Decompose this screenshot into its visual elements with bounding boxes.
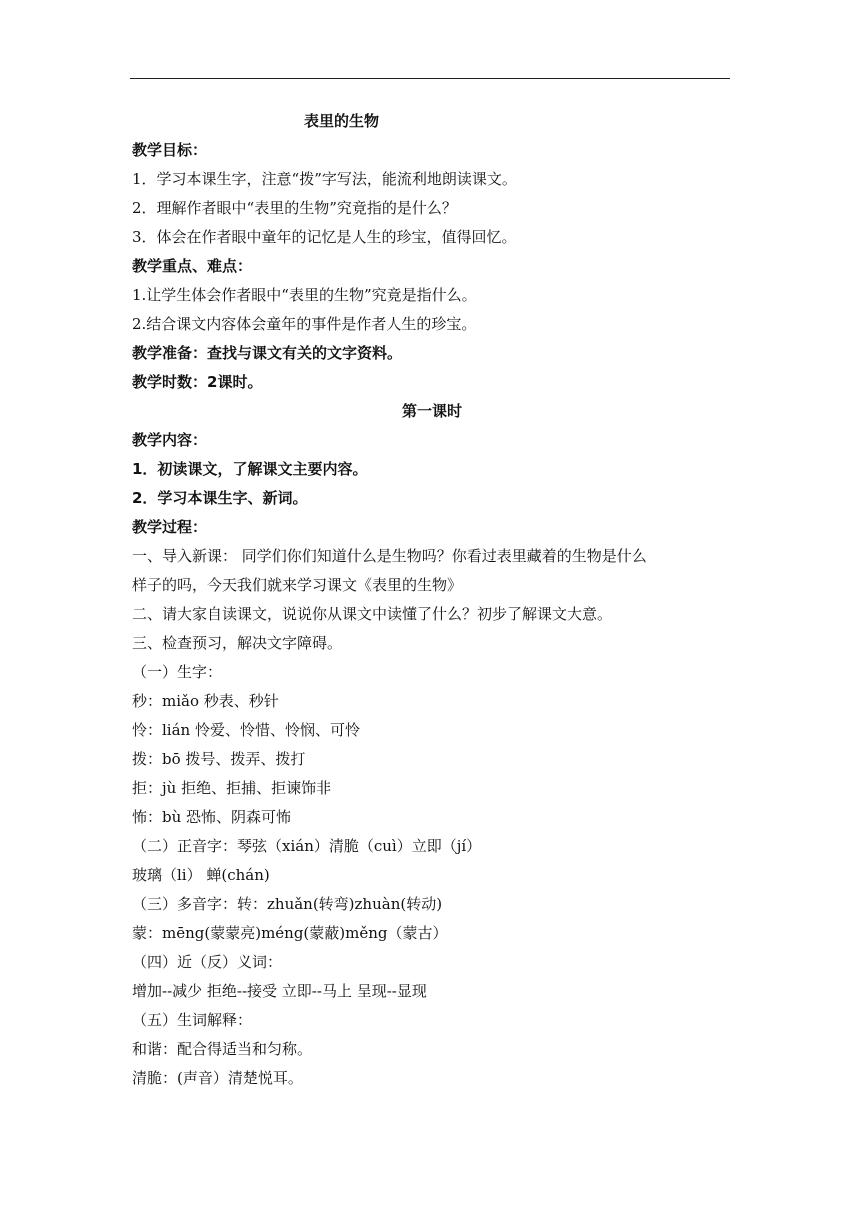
preparation-line: 教学准备：查找与课文有关的文字资料。 <box>132 344 403 362</box>
process-line: 样子的吗，今天我们就来学习课文《表里的生物》 <box>132 576 463 594</box>
goal-item: 2．理解作者眼中“表里的生物”究竟指的是什么？ <box>132 199 457 217</box>
process-line: （四）近（反）义词： <box>132 953 283 971</box>
content-heading: 教学内容： <box>132 431 208 449</box>
process-line: 和谐：配合得适当和匀称。 <box>132 1040 313 1058</box>
key-point-item: 1.让学生体会作者眼中“表里的生物”究竟是指什么。 <box>132 286 477 304</box>
content-item: 2．学习本课生字、新词。 <box>132 489 308 507</box>
goal-item: 3．体会在作者眼中童年的记忆是人生的珍宝，值得回忆。 <box>132 228 517 246</box>
process-line: 秒：miǎo 秒表、秒针 <box>132 692 279 710</box>
process-line: （一）生字： <box>132 663 223 681</box>
lesson1-heading: 第一课时 <box>401 402 462 420</box>
process-line: 三、检查预习，解决文字障碍。 <box>132 634 343 652</box>
process-line: 玻璃（li） 蝉(chán) <box>132 866 270 884</box>
process-line: （二）正音字：琴弦（xián）清脆（cuì）立即（jí） <box>132 837 482 855</box>
document-title: 表里的生物 <box>304 112 380 130</box>
key-points-heading: 教学重点、难点： <box>132 257 253 275</box>
goals-heading: 教学目标： <box>132 141 208 159</box>
process-line: 拒：jù 拒绝、拒捕、拒谏饰非 <box>132 779 332 797</box>
goal-item: 1．学习本课生字，注意“拨”字写法，能流利地朗读课文。 <box>132 170 517 188</box>
process-line: 拨：bō 拨号、拨弄、拨打 <box>132 750 306 768</box>
process-line: （三）多音字：转：zhuǎn(转弯)zhuàn(转动) <box>132 895 443 913</box>
process-line: 清脆：(声音）清楚悦耳。 <box>132 1069 303 1087</box>
key-point-item: 2.结合课文内容体会童年的事件是作者人生的珍宝。 <box>132 315 477 333</box>
header-rule <box>130 78 730 79</box>
process-line: 二、请大家自读课文，说说你从课文中读懂了什么？初步了解课文大意。 <box>132 605 613 623</box>
document-body <box>132 107 732 1093</box>
process-line: 怜：lián 怜爱、怜惜、怜悯、可怜 <box>132 721 360 739</box>
process-heading: 教学过程： <box>132 518 208 536</box>
hours-line: 教学时数：2课时。 <box>132 373 263 391</box>
process-line: 一、导入新课： 同学们你们知道什么是生物吗？你看过表里藏着的生物是什么 <box>132 547 647 565</box>
content-item: 1．初读课文，了解课文主要内容。 <box>132 460 368 478</box>
process-line: 增加--减少 拒绝--接受 立即--马上 呈现--显现 <box>132 982 427 1000</box>
process-line: 蒙：mēng(蒙蒙亮)méng(蒙蔽)měng（蒙古） <box>132 924 448 942</box>
process-line: （五）生词解释： <box>132 1011 253 1029</box>
process-line: 怖：bù 恐怖、阴森可怖 <box>132 808 292 826</box>
